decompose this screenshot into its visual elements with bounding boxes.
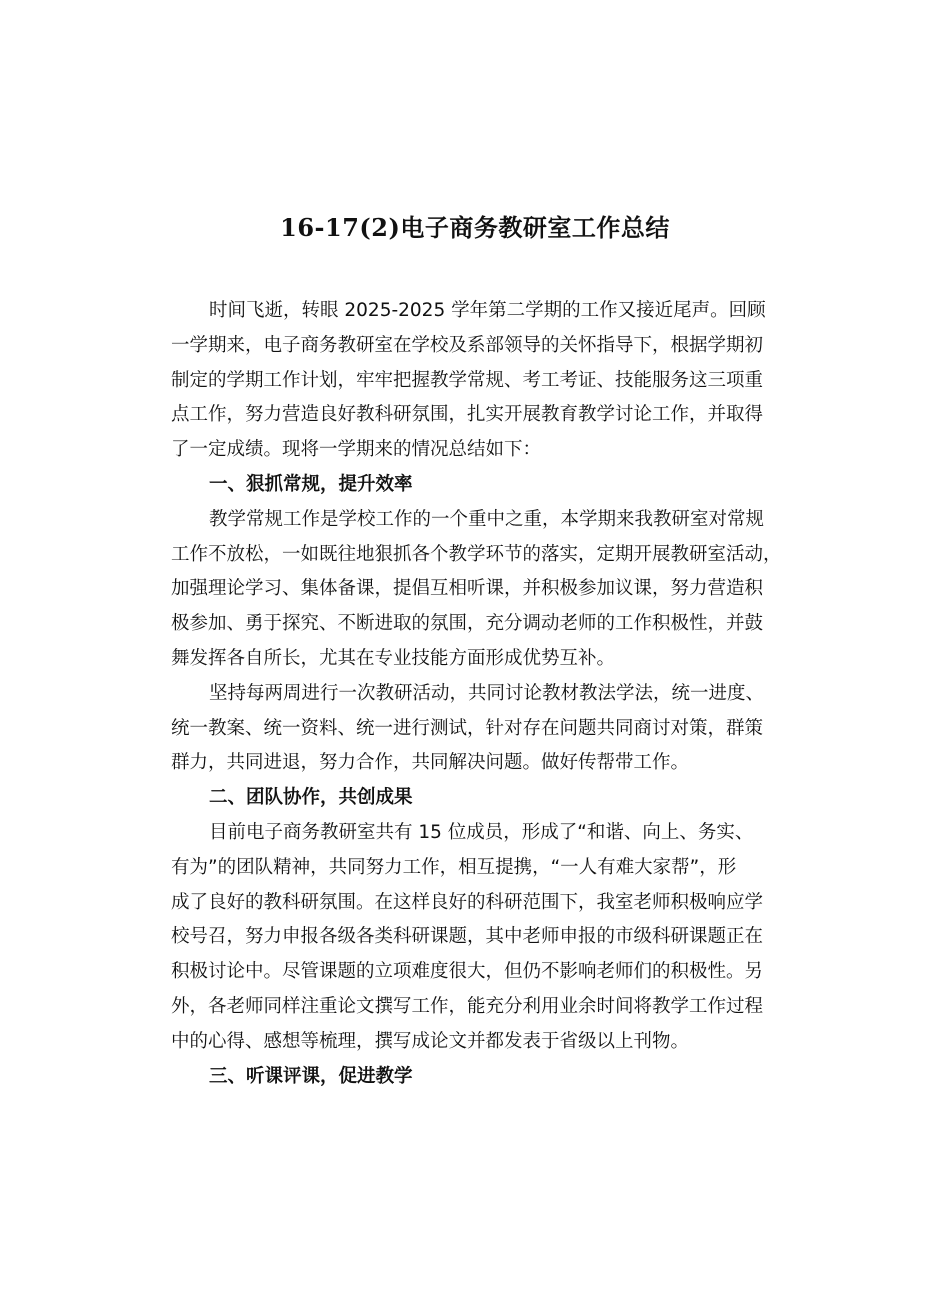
paragraph-line: 有为”的团队精神，共同努力工作，相互提携，“一人有难大家帮”，形: [171, 856, 737, 878]
document-title: 16-17(2)电子商务教研室工作总结: [280, 213, 670, 242]
document-body: [171, 294, 783, 1094]
paragraph-line: 了一定成绩。现将一学期来的情况总结如下：: [171, 439, 542, 461]
paragraph-line: 坚持每两周进行一次教研活动，共同讨论教材教法学法，统一进度、: [209, 682, 765, 704]
paragraph-line: 工作不放松，一如既往地狠抓各个教学环节的落实，定期开展教研室活动，: [171, 543, 782, 565]
paragraph-line: 时间飞逝，转眼 2025-2025 学年第二学期的工作又接近尾声。回顾: [209, 300, 766, 321]
paragraph-line: 教学常规工作是学校工作的一个重中之重，本学期来我教研室对常规: [209, 508, 765, 530]
paragraph-line: 舞发挥各自所长，尤其在专业技能方面形成优势互补。: [171, 647, 616, 669]
paragraph-line: 统一教案、统一资料、统一进行测试，针对存在问题共同商讨对策，群策: [171, 717, 764, 739]
paragraph-line: 制定的学期工作计划，牢牢把握教学常规、考工考证、技能服务这三项重: [171, 369, 764, 391]
paragraph-line: 积极讨论中。尽管课题的立项难度很大，但仍不影响老师们的积极性。另: [171, 961, 764, 983]
paragraph-line: 一学期来，电子商务教研室在学校及系部领导的关怀指导下，根据学期初: [171, 334, 764, 356]
paragraph-line: 中的心得、感想等梳理，撰写成论文并都发表于省级以上刊物。: [171, 1030, 690, 1052]
paragraph-line: 点工作，努力营造良好教科研氛围，扎实开展教育教学讨论工作，并取得: [171, 404, 764, 426]
paragraph-line: 目前电子商务教研室共有 15 位成员，形成了“和谐、向上、务实、: [209, 821, 754, 843]
paragraph-line: 校号召，努力申报各级各类科研课题，其中老师申报的市级科研课题正在: [171, 926, 764, 948]
section-heading: 三、听课评课，促进教学: [209, 1065, 413, 1087]
paragraph-line: 加强理论学习、集体备课，提倡互相听课，并积极参加议课，努力营造积: [171, 578, 764, 600]
section-heading: 一、狠抓常规，提升效率: [209, 473, 413, 495]
paragraph-line: 成了良好的教科研氛围。在这样良好的科研范围下，我室老师积极响应学: [171, 891, 764, 913]
section-heading: 二、团队协作，共创成果: [209, 787, 413, 809]
paragraph-line: 群力，共同进退，努力合作，共同解决问题。做好传帮带工作。: [171, 752, 690, 774]
paragraph-line: 极参加、勇于探究、不断进取的氛围，充分调动老师的工作积极性，并鼓: [171, 613, 764, 635]
paragraph-line: 外，各老师同样注重论文撰写工作，能充分利用业余时间将教学工作过程: [171, 995, 764, 1017]
